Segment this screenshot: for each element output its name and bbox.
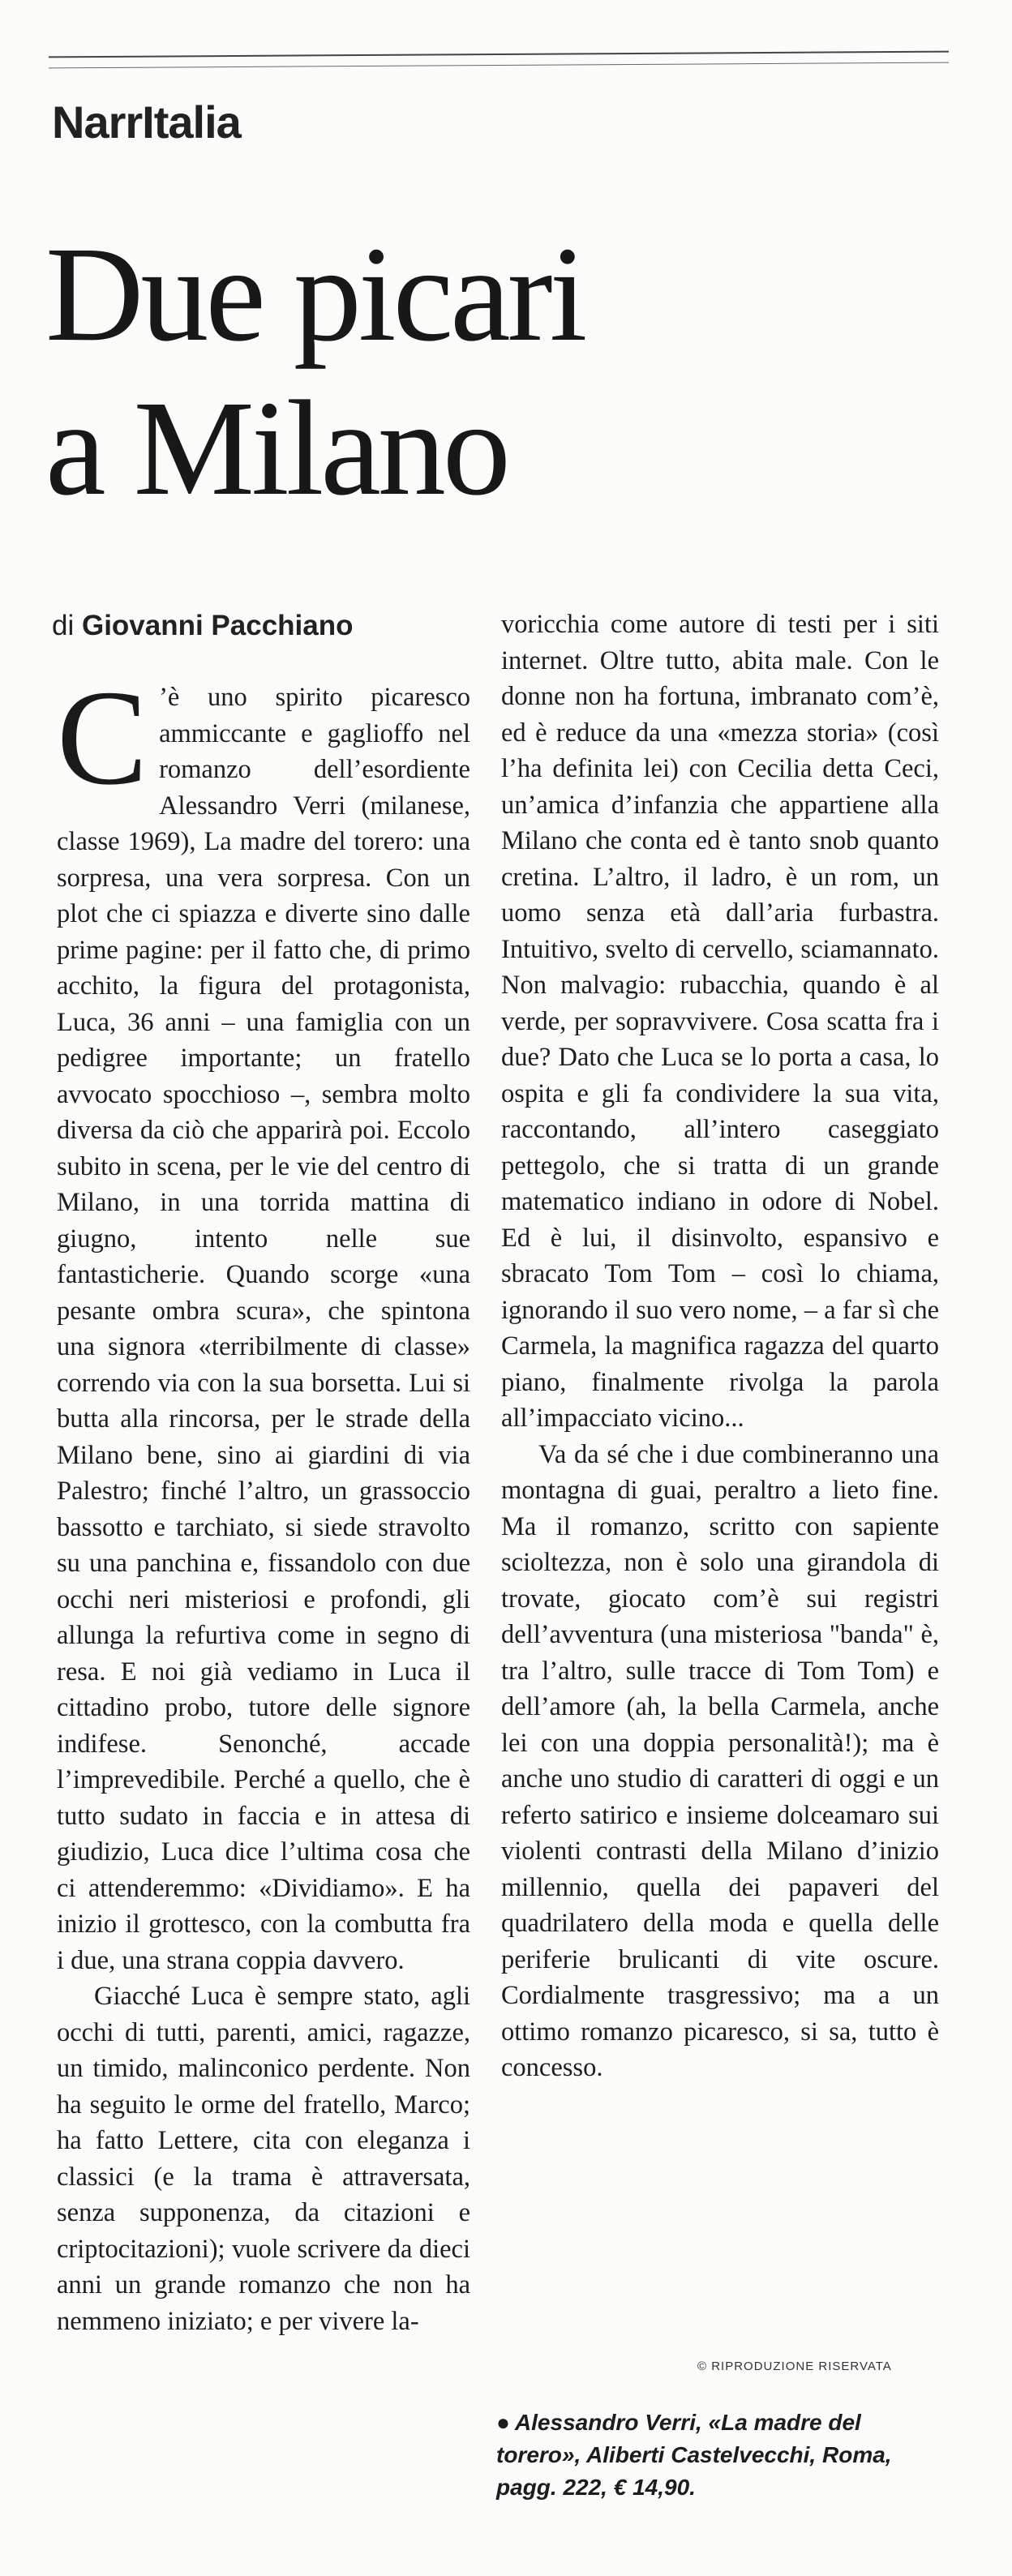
byline-prefix: di [52, 610, 82, 641]
article-paragraph: Giacché Luca è sempre stato, agli occhi di tutti, parenti, amici, ragazze, un timido, malinconico perdente. Non ha seguito le orme del fratello, Marco; ha fatto Lettere, cita con eleganza i classici (e la trama è attraversata, senza supponenza, da citazioni e criptocitazioni); vuole scrivere da dieci anni un grande romanzo che non ha nemmeno iniziato; e per vivere la- [57, 1982, 470, 2336]
book-info [496, 2407, 950, 2504]
article-paragraph: voricchia come autore di testi per i siti internet. Oltre tutto, abita male. Con le donne non ha fortuna, imbranato com’è, ed è reduce da una «mezza storia» (così l’ha definita lei) con Cecilia detta Ceci, un’amica d’infanzia che appartiene alla Milano che conta ed è tanto snob quanto cretina. L’altro, il ladro, è un rom, un uomo senza età dall’aria furbastra. Intuitivo, svelto di cervello, sciamannato. Non malvagio: rubacchia, quando è al verde, per sopravvivere. Cosa scatta fra i due? Dato che Luca se lo porta a casa, lo ospita e gli fa condividere la sua vita, raccontando, all’intero caseggiato pettegolo, che si tratta di un grande matematico indiano in odore di Nobel. Ed è lui, il disinvolto, espansivo e sbracato Tom Tom – così lo chiama, ignorando il suo vero nome, – a far sì che Carmela, la magnifica ragazza del quarto piano, finalmente rivolga la parola all’impacciato vicino... [501, 610, 939, 1433]
article-paragraph [57, 662, 470, 1978]
top-rule [49, 51, 949, 58]
headline-line-2: a Milano [45, 373, 508, 524]
article-paragraph: Va da sé che i due combineranno una montagna di guai, peraltro a lieto fine. Ma il romanzo, scritto con sapiente scioltezza, non è solo una girandola di trovate, giocato com’è sui registri dell’avventura (una misteriosa "banda" è, tra l’altro, sulle tracce di Tom Tom) e dell’amore (ah, la bella Carmela, anche lei con una doppia personalità!); ma è anche uno studio di caratteri di oggi e un referto satirico e insieme dolceamaro sui violenti contrasti della Milano d’inizio millennio, quella dei papaveri del quadrilatero della moda e quella delle periferie brulicanti di vite oscure. Cordialmente trasgressivo; ma a un ottimo romanzo picaresco, si sa, tutto è concesso. [501, 1439, 939, 2082]
book-info-text: Alessandro Verri, «La madre del torero», Aliberti Castelvecchi, Roma, pagg. 222, € 14,90. [496, 2410, 892, 2500]
drop-cap: C [57, 662, 148, 813]
headline [45, 217, 937, 525]
section-rubric: NarrItalia [52, 96, 241, 148]
top-rule-thin [49, 62, 949, 69]
copyright-credit: © RIPRODUZIONE RISERVATA [697, 2360, 892, 2373]
article-column-2 [501, 606, 939, 2086]
article-column-1 [57, 662, 470, 2339]
paragraph-text: ’è uno spirito picaresco ammiccante e gaglioffo nel romanzo dell’esordiente Alessandro Verri (milanese, classe 1969), La madre del torero: una sorpresa, una vera sorpresa. Con un plot che ci spiazza e diverte sino dalle prime pagine: per il fatto che, di primo acchito, la figura del protagonista, Luca, 36 anni – una famiglia con un pedigree importante; un fratello avvocato spocchioso –, sembra molto diversa da ciò che apparirà poi. Eccolo subito in scena, per le vie del centro di Milano, in una torrida mattina di giugno, intento nelle sue fantasticherie. Quando scorge «una pesante ombra scura», che spintona una signora «terribilmente di classe» correndo via con la sua borsetta. Lui si butta alla rincorsa, per le strade della Milano bene, sino ai giardini di via Palestro; finché l’altro, un grassoccio bassotto e tarchiato, si siede stravolto su una panchina e, fissandolo con due occhi neri misteriosi e profondi, gli allunga la refurtiva come in segno di resa. E noi già vediamo in Luca il cittadino probo, tutore delle signore indifese. Senonché, accade l’imprevedibile. Perché a quello, che è tutto sudato in faccia e in attesa di giudizio, Luca dice l’ultima cosa che ci attenderemmo: «Dividiamo». E ha inizio il grottesco, con la combutta fra i due, una strana coppia davvero. [57, 683, 470, 1975]
byline [52, 610, 354, 642]
bullet-icon: ● [496, 2410, 510, 2435]
byline-author: Giovanni Pacchiano [81, 610, 354, 641]
headline-line-1: Due picari [45, 219, 585, 370]
